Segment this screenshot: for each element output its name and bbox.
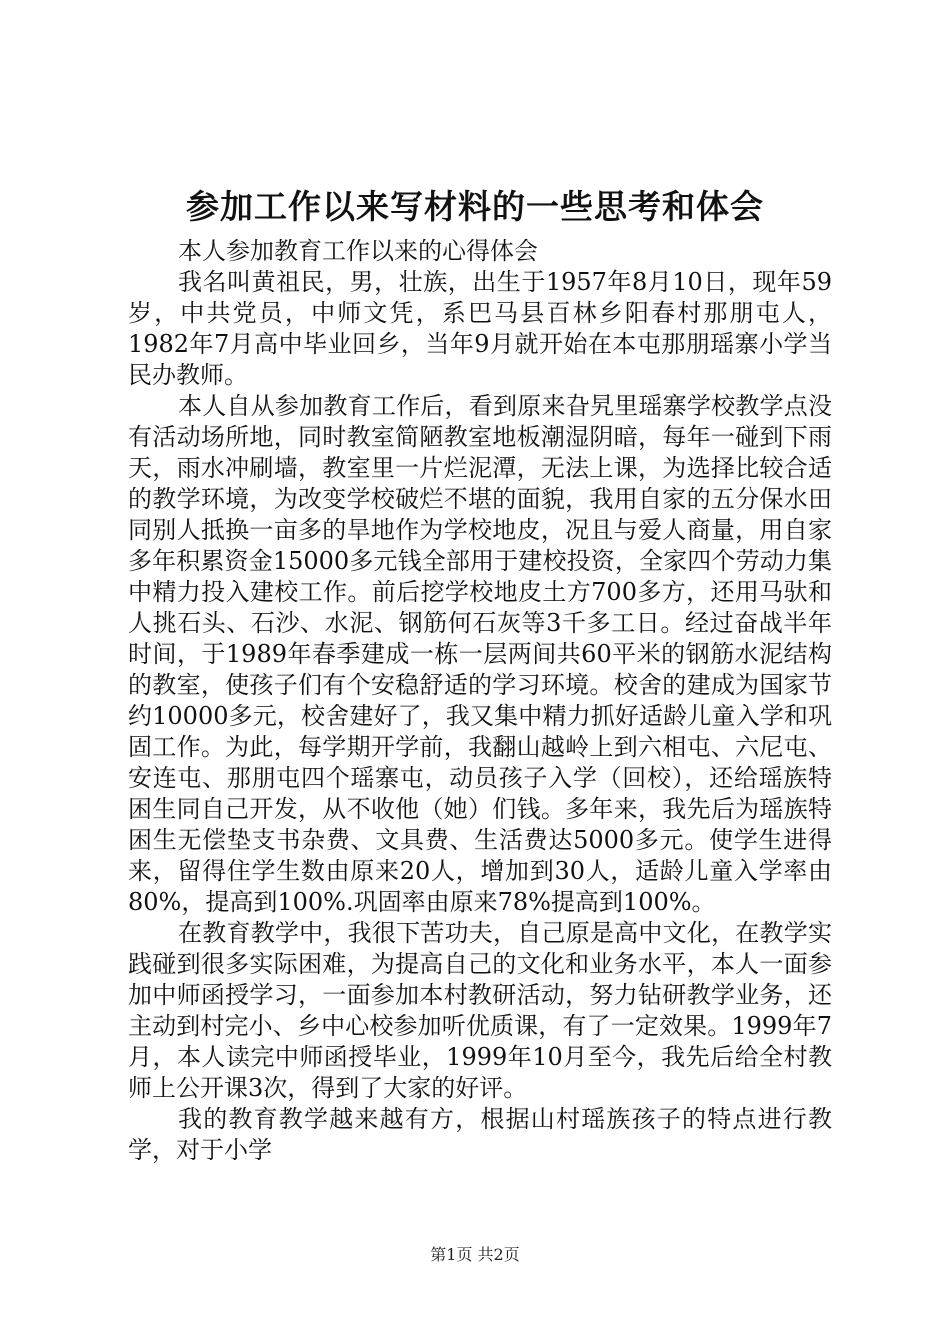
document-body (128, 236, 832, 1166)
body-paragraph: 我名叫黄祖民，男，壮族，出生于1957年8月10日，现年59岁，中共党员，中师文凭，系巴马县百林乡阳春村那朋屯人，1982年7月高中毕业回乡，当年9月就开始在本屯那朋瑶寨小学当民办教师。 (128, 268, 832, 389)
document-title: 参加工作以来写材料的一些思考和体会 (186, 187, 764, 226)
body-paragraph: 本人自从参加教育工作后，看到原来旮旯里瑶寨学校教学点没有活动场所地，同时教室简陋教室地板潮湿阴暗，每年一碰到下雨天，雨水冲刷墙，教室里一片烂泥潭，无法上课，为选择比较合适的教学环境，为改变学校破烂不堪的面貌，我用自家的五分保水田同别人抵换一亩多的旱地作为学校地皮，况且与爱人商量，用自家多年积累资金15000多元钱全部用于建校投资，全家四个劳动力集中精力投入建校工作。前后挖学校地皮土方700多方，还用马驮和人挑石头、石沙、水泥、钢筋何石灰等3千多工日。经过奋战半年时间，于1989年春季建成一栋一层两间共60平米的钢筋水泥结构的教室，使孩子们有个安稳舒适的学习环境。校舍的建成为国家节约10000多元，校舍建好了，我又集中精力抓好适龄儿童入学和巩固工作。为此，每学期开学前，我翻山越岭上到六相屯、六尼屯、安连屯、那朋屯四个瑶寨屯，动员孩子入学（回校），还给瑶族特困生同自己开发，从不收他（她）们钱。多年来，我先后为瑶族特困生无偿垫支书杂费、文具费、生活费达5000多元。使学生进得来，留得住学生数由原来20人，增加到30人，适龄儿童入学率由80%，提高到100%.巩固率由原来78%提高到100%。 (128, 392, 832, 916)
body-paragraph: 在教育教学中，我很下苦功夫，自己原是高中文化，在教学实践碰到很多实际困难，为提高自己的文化和业务水平，本人一面参加中师函授学习，一面参加本村教研活动，努力钻研教学业务，还主动到村完小、乡中心校参加听优质课，有了一定效果。1999年7月，本人读完中师函授毕业，1999年10月至今，我先后给全村教师上公开课3次，得到了大家的好评。 (128, 919, 832, 1102)
page-footer: 第1页 共2页 (430, 1245, 520, 1264)
body-paragraph-subtitle: 本人参加教育工作以来的心得体会 (178, 237, 538, 265)
body-paragraph: 我的教育教学越来越有方，根据山村瑶族孩子的特点进行教学，对于小学 (128, 1105, 832, 1164)
